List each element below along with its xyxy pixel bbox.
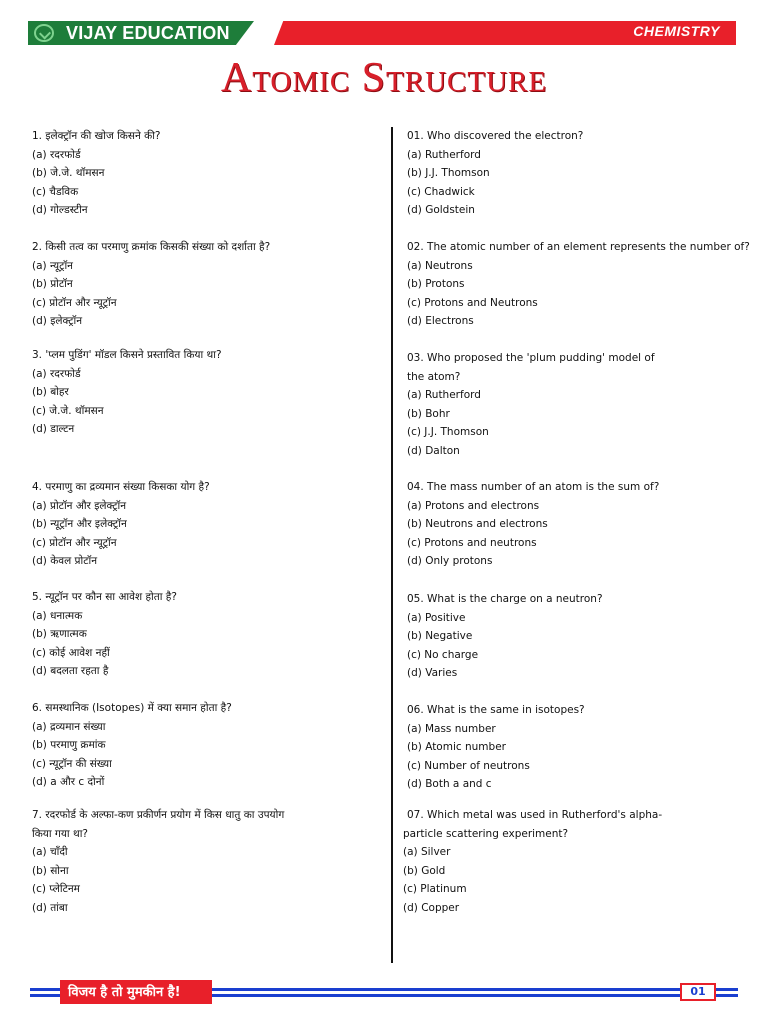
option-c: (c) जे.जे. थॉमसन <box>32 404 104 417</box>
option-d: (d) Copper <box>403 901 460 914</box>
question-text: 7. रदरफोर्ड के अल्फा-कण प्रकीर्णन प्रयोग में किस धातु का उपयोग <box>32 809 285 821</box>
question-block <box>32 346 377 439</box>
option-a: (a) प्रोटॉन और इलेक्ट्रॉन <box>32 499 127 512</box>
option-a: (a) रदरफोर्ड <box>32 148 81 161</box>
option-a: (a) Neutrons <box>407 259 473 272</box>
option-a: (a) Mass number <box>407 722 496 735</box>
option-a: (a) Silver <box>403 846 451 859</box>
question-block <box>407 238 752 331</box>
option-c: (c) Protons and Neutrons <box>407 296 538 309</box>
option-d: (d) डाल्टन <box>32 423 75 436</box>
question-text: 04. The mass number of an atom is the sum of? <box>407 481 660 493</box>
option-c: (c) कोई आवेश नहीं <box>32 646 110 659</box>
option-d: (d) केवल प्रोटॉन <box>32 555 98 568</box>
option-d: (d) बदलता रहता है <box>32 665 109 678</box>
option-b: (b) प्रोटॉन <box>32 278 73 291</box>
column-divider <box>391 127 393 963</box>
option-b: (b) सोना <box>32 864 69 877</box>
option-c: (c) Chadwick <box>407 185 475 198</box>
question-text: 01. Who discovered the electron? <box>407 130 584 142</box>
option-c: (c) Protons and neutrons <box>407 536 537 549</box>
option-b: (b) न्यूट्रॉन और इलेक्ट्रॉन <box>32 518 127 531</box>
option-b: (b) Protons <box>407 278 465 291</box>
question-text: 02. The atomic number of an element represents the number of? <box>407 241 750 253</box>
question-block <box>32 238 377 331</box>
question-block <box>32 699 377 792</box>
option-d: (d) Both a and c <box>407 778 492 791</box>
question-block <box>32 806 377 918</box>
option-b: (b) Bohr <box>407 407 450 420</box>
slogan-text: विजय है तो मुमकीन है! <box>68 985 181 1000</box>
option-a: (a) द्रव्यमान संख्या <box>32 720 106 733</box>
option-d: (d) Only protons <box>407 555 493 568</box>
option-a: (a) Rutherford <box>407 148 481 161</box>
option-c: (c) प्लेटिनम <box>32 883 80 896</box>
question-text-cont: the atom? <box>407 370 461 383</box>
question-block <box>407 701 752 794</box>
question-block <box>403 806 748 918</box>
question-text: 6. समस्थानिक (Isotopes) में क्या समान होता है? <box>32 702 232 714</box>
option-b: (b) परमाणु क्रमांक <box>32 739 106 752</box>
question-block <box>32 127 377 220</box>
question-text: 06. What is the same in isotopes? <box>407 704 585 716</box>
option-c: (c) Platinum <box>403 883 467 896</box>
option-c: (c) Number of neutrons <box>407 759 530 772</box>
option-d: (d) Dalton <box>407 444 460 457</box>
question-text: 5. न्यूट्रॉन पर कौन सा आवेश होता है? <box>32 591 177 603</box>
question-block <box>407 127 752 220</box>
question-text: 07. Which metal was used in Rutherford's alpha- <box>407 809 663 821</box>
option-b: (b) जे.जे. थॉमसन <box>32 167 105 180</box>
option-d: (d) इलेक्ट्रॉन <box>32 315 83 328</box>
question-text-cont: particle scattering experiment? <box>403 827 569 840</box>
option-b: (b) ऋणात्मक <box>32 628 87 641</box>
option-c: (c) प्रोटॉन और न्यूट्रॉन <box>32 536 117 549</box>
question-block <box>407 478 752 571</box>
option-a: (a) चाँदी <box>32 846 68 859</box>
option-c: (c) No charge <box>407 648 479 661</box>
question-text: 3. 'प्लम पुडिंग' मॉडल किसने प्रस्तावित किया था? <box>32 349 222 361</box>
brand-logo-icon <box>34 24 54 42</box>
question-text-cont: किया गया था? <box>32 827 88 840</box>
option-b: (b) Negative <box>407 630 473 643</box>
option-a: (a) Protons and electrons <box>407 499 540 512</box>
question-block <box>407 590 752 683</box>
option-a: (a) Rutherford <box>407 389 481 402</box>
option-d: (d) तांबा <box>32 901 68 914</box>
option-a: (a) न्यूट्रॉन <box>32 259 73 272</box>
question-text: 4. परमाणु का द्रव्यमान संख्या किसका योग है? <box>32 481 210 493</box>
question-block <box>32 478 377 571</box>
question-block <box>407 349 752 461</box>
option-b: (b) Atomic number <box>407 741 506 754</box>
question-block <box>32 588 377 681</box>
question-text: 1. इलेक्ट्रॉन की खोज किसने की? <box>32 130 161 142</box>
question-text: 05. What is the charge on a neutron? <box>407 593 603 605</box>
option-b: (b) Neutrons and electrons <box>407 518 548 531</box>
option-c: (c) चैडविक <box>32 185 79 198</box>
option-d: (d) Electrons <box>407 315 474 328</box>
option-d: (d) Goldstein <box>407 204 475 217</box>
option-c: (c) न्यूट्रॉन की संख्या <box>32 757 112 770</box>
question-text: 03. Who proposed the 'plum pudding' model of <box>407 352 655 364</box>
option-a: (a) रदरफोर्ड <box>32 367 81 380</box>
option-b: (b) बोहर <box>32 386 69 399</box>
option-a: (a) धनात्मक <box>32 609 83 622</box>
option-d: (d) a और c दोनों <box>32 776 105 789</box>
page-number: 01 <box>690 985 706 998</box>
option-c: (c) J.J. Thomson <box>407 426 489 439</box>
subject-label: CHEMISTRY <box>633 23 720 39</box>
option-d: (d) Varies <box>407 667 458 680</box>
page-title: Atomic Structure <box>220 55 548 101</box>
brand-name: VIJAY EDUCATION <box>66 23 230 43</box>
option-c: (c) प्रोटॉन और न्यूट्रॉन <box>32 296 117 309</box>
option-d: (d) गोल्डस्टीन <box>32 204 88 217</box>
option-b: (b) J.J. Thomson <box>407 167 490 180</box>
option-a: (a) Positive <box>407 611 466 624</box>
question-text: 2. किसी तत्व का परमाणु क्रमांक किसकी संख्या को दर्शाता है? <box>32 241 271 253</box>
option-b: (b) Gold <box>403 864 446 877</box>
